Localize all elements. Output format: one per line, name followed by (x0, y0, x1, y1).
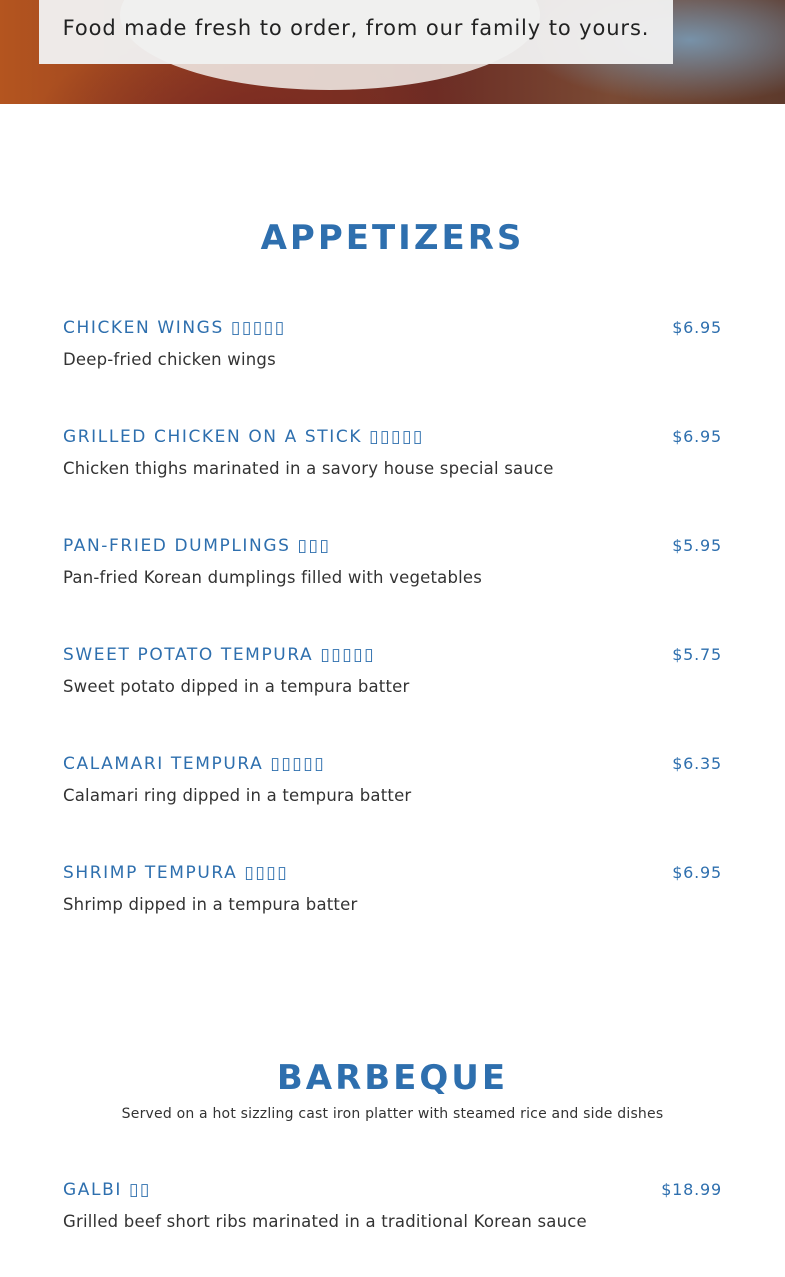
menu-item (63, 754, 722, 824)
menu-item-price: $5.95 (672, 536, 722, 555)
hero-tagline: Food made fresh to order, from our family to yours. (62, 16, 650, 40)
menu-item-name: PAN-FRIED DUMPLINGS ▯▯▯ (63, 536, 331, 556)
menu-item-description: Grilled beef short ribs marinated in a traditional Korean sauce (63, 1212, 587, 1231)
menu-item-price: $5.75 (672, 645, 722, 664)
hero-tagline-box (39, 0, 673, 64)
menu-item-description: Deep-fried chicken wings (63, 350, 276, 369)
menu-item-name: CHICKEN WINGS ▯▯▯▯▯ (63, 318, 286, 338)
menu-item-price: $6.95 (672, 318, 722, 337)
menu-item-price: $6.35 (672, 754, 722, 773)
menu-item-description: Chicken thighs marinated in a savory house special sauce (63, 459, 554, 478)
menu-item (63, 863, 722, 933)
menu-item-name: SHRIMP TEMPURA ▯▯▯▯ (63, 863, 289, 883)
hero-banner-image (0, 0, 785, 104)
menu-item-description: Sweet potato dipped in a tempura batter (63, 677, 410, 696)
menu-item (63, 645, 722, 715)
appetizers-title: APPETIZERS (260, 218, 525, 258)
menu-item (63, 1180, 722, 1250)
menu-item-name: GRILLED CHICKEN ON A STICK ▯▯▯▯▯ (63, 427, 424, 447)
menu-item-description: Calamari ring dipped in a tempura batter (63, 786, 412, 805)
menu-item-name: GALBI ▯▯ (63, 1180, 151, 1200)
menu-item-price: $18.99 (661, 1180, 722, 1199)
menu-item (63, 536, 722, 606)
barbeque-title: BARBEQUE (276, 1058, 509, 1098)
menu-item-description: Pan-fried Korean dumplings filled with vegetables (63, 568, 483, 587)
menu-item-name: CALAMARI TEMPURA ▯▯▯▯▯ (63, 754, 326, 774)
menu-item-description: Shrimp dipped in a tempura batter (63, 895, 358, 914)
menu-item-name: SWEET POTATO TEMPURA ▯▯▯▯▯ (63, 645, 376, 665)
menu-item-price: $6.95 (672, 427, 722, 446)
menu-item (63, 427, 722, 497)
menu-item-price: $6.95 (672, 863, 722, 882)
menu-item (63, 318, 722, 388)
barbeque-subtitle: Served on a hot sizzling cast iron platter with steamed rice and side dishes (121, 1106, 664, 1122)
